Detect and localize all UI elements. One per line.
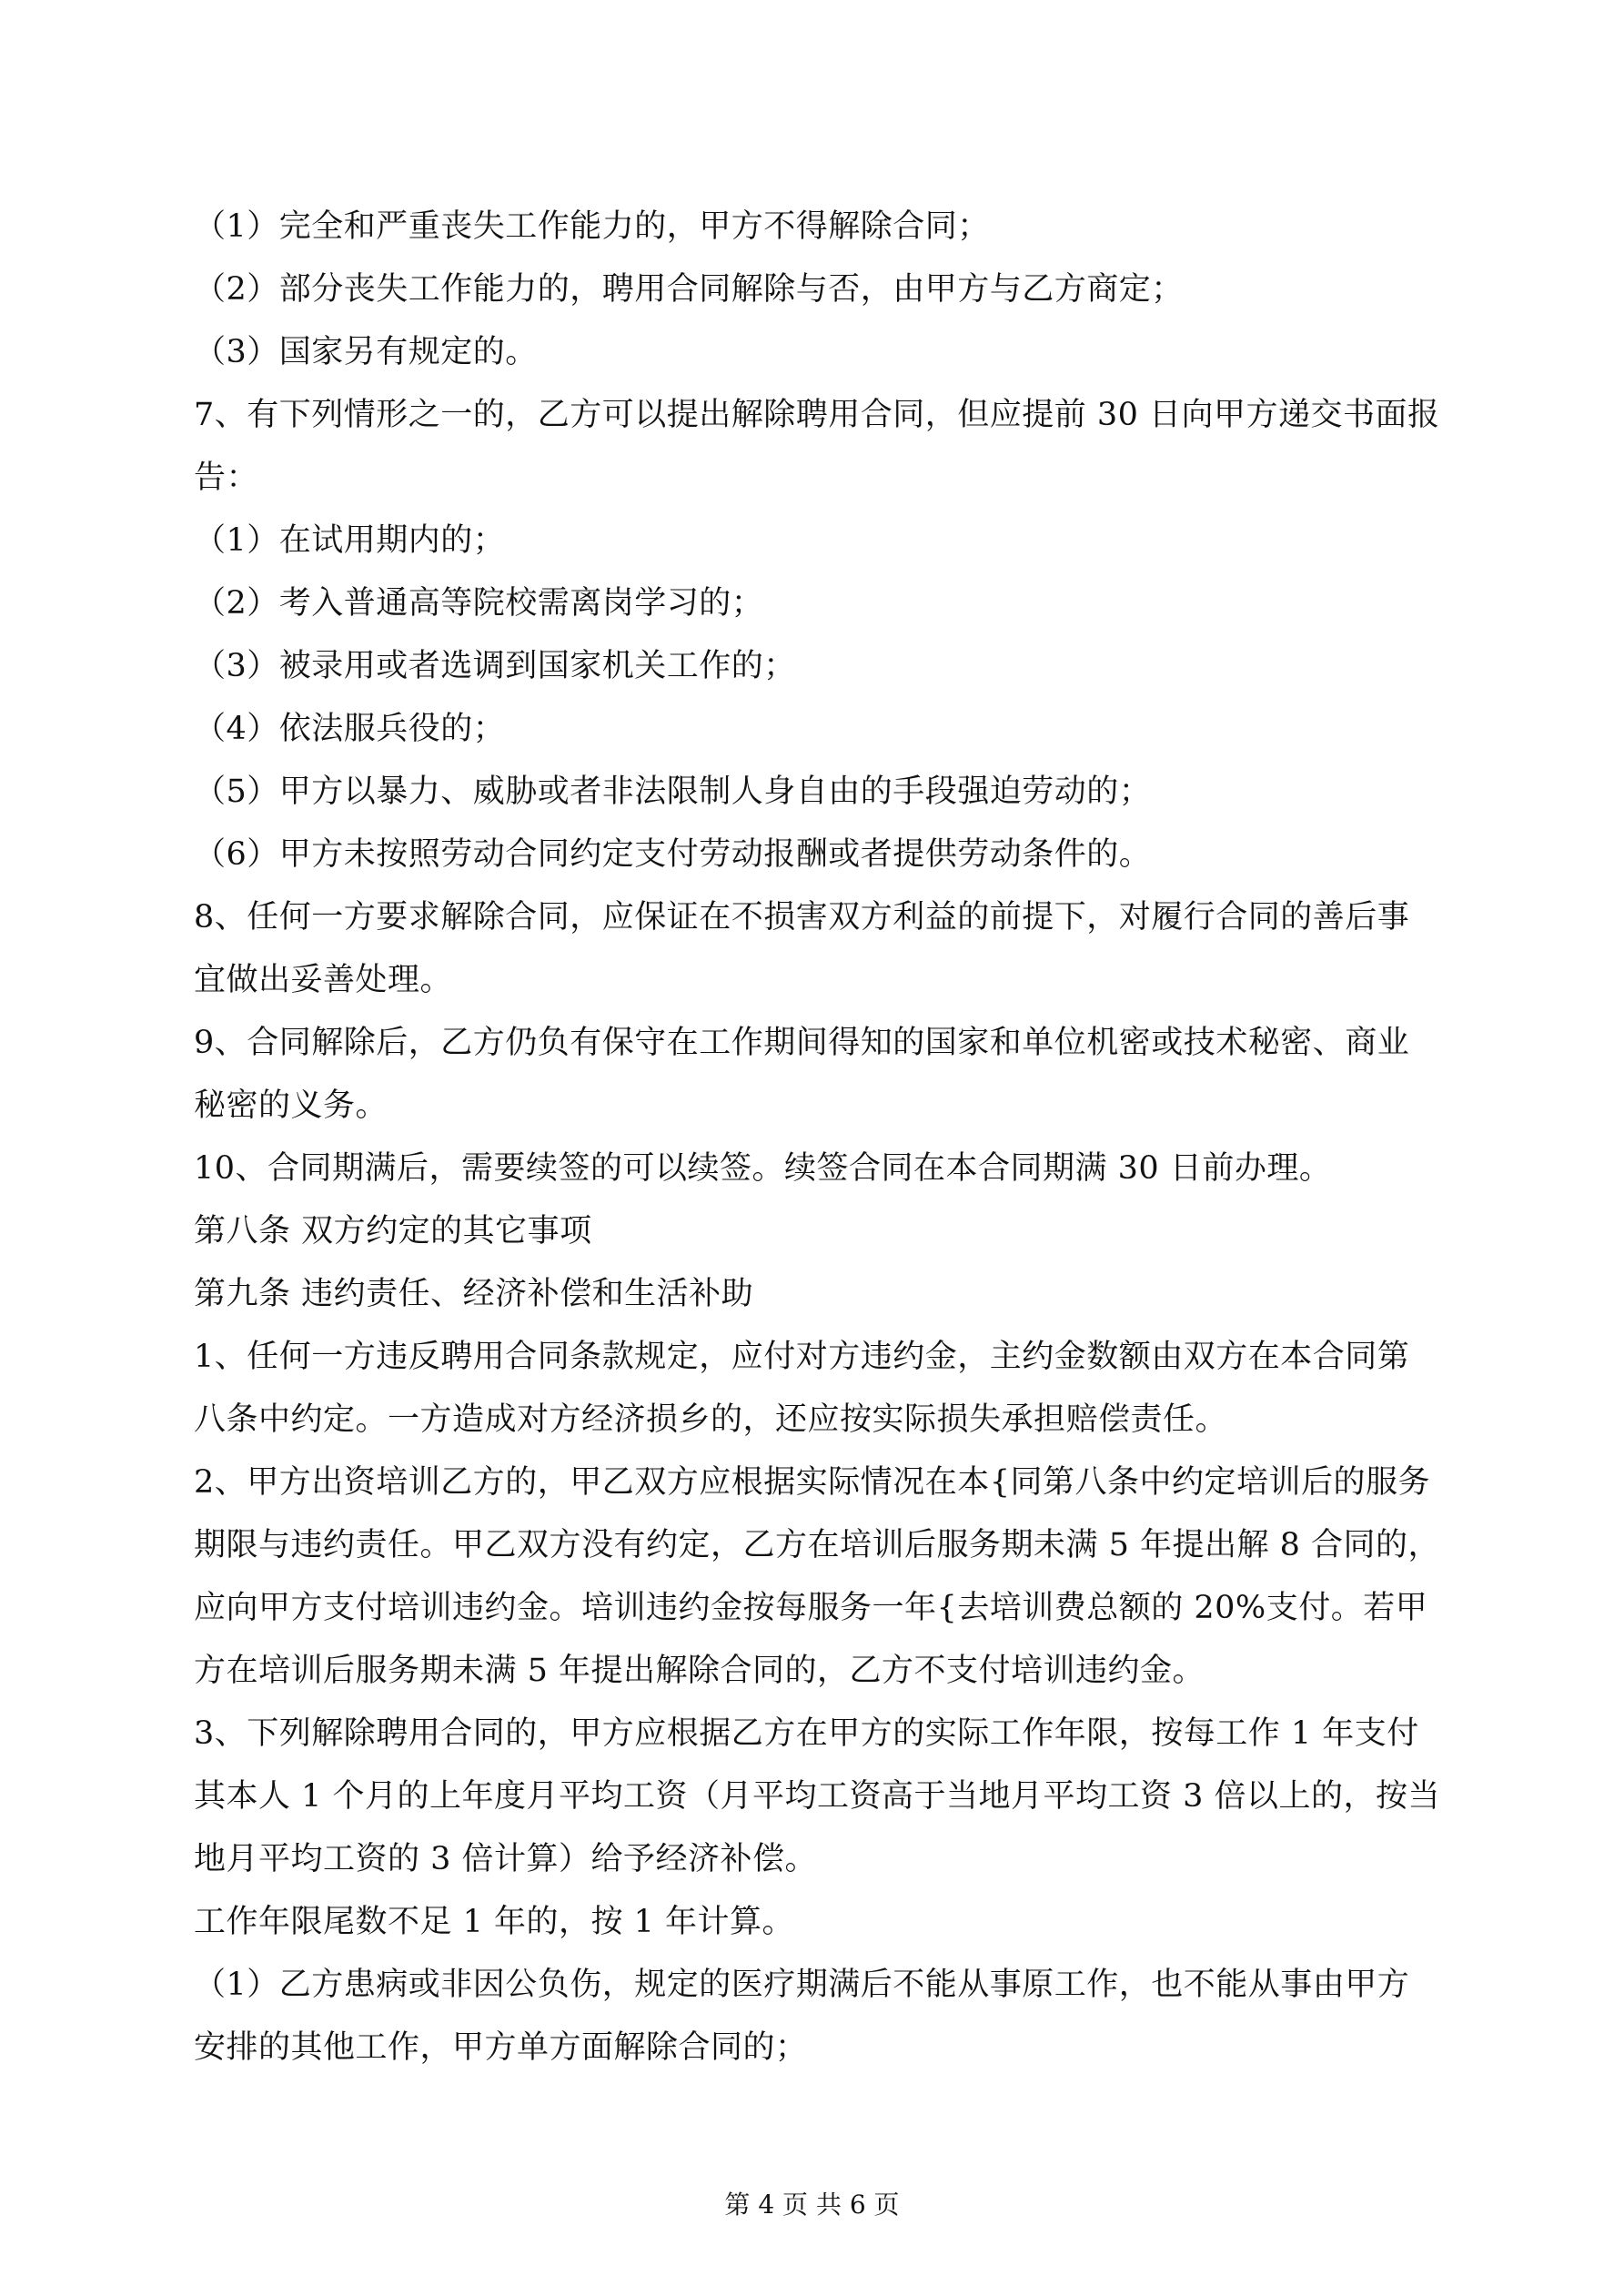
text-line: 1、任何一方违反聘用合同条款规定，应付对方违约金，主约金数额由双方在本合同第 (194, 1339, 1410, 1375)
text-line: 宜做出妥善处理。 (194, 962, 453, 998)
text-line: 八条中约定。一方造成对方经济损乡的，还应按实际损失承担赔偿责任。 (194, 1401, 1228, 1438)
text-line: 期限与违约责任。甲乙双方没有约定，乙方在培训后服务期未满 5 年提出解 8 合同的， (194, 1527, 1441, 1563)
text-line: 告： (194, 460, 259, 496)
page-number-footer: 第 4 页 共 6 页 (724, 2190, 900, 2220)
text-line: （4）依法服兵役的； (194, 711, 506, 747)
text-line: （2）考入普通高等院校需离岗学习的； (194, 585, 764, 622)
text-line: （3）国家另有规定的。 (194, 334, 538, 370)
text-line: 应向甲方支付培训违约金。培训违约金按每服务一年{去培训费总额的 20%支付。若甲 (194, 1590, 1428, 1626)
text-line: 9、合同解除后，乙方仍负有保守在工作期间得知的国家和单位机密或技术秘密、商业 (194, 1025, 1410, 1061)
text-line: （5）甲方以暴力、威胁或者非法限制人身自由的手段强迫劳动的； (194, 774, 1152, 810)
text-line: 地月平均工资的 3 倍计算）给予经济补偿。 (194, 1841, 818, 1877)
text-line: 工作年限尾数不足 1 年的，按 1 年计算。 (194, 1904, 795, 1940)
text-line: （2）部分丧失工作能力的，聘用合同解除与否，由甲方与乙方商定； (194, 271, 1184, 308)
text-line: （1）乙方患病或非因公负伤，规定的医疗期满后不能从事原工作，也不能从事由甲方 (194, 1967, 1410, 2003)
text-line: 安排的其他工作，甲方单方面解除合同的； (194, 2029, 808, 2066)
text-line: （1）完全和严重丧失工作能力的，甲方不得解除合同； (194, 208, 990, 245)
text-line: 秘密的义务。 (194, 1087, 388, 1124)
text-line: （1）在试用期内的； (194, 522, 506, 559)
text-line: 2、甲方出资培训乙方的，甲乙双方应根据实际情况在本{同第八条中约定培训后的服务 (194, 1464, 1431, 1501)
text-line: 其本人 1 个月的上年度月平均工资（月平均工资高于当地月平均工资 3 倍以上的，按当 (194, 1778, 1441, 1815)
text-line: 8、任何一方要求解除合同，应保证在不损害双方利益的前提下，对履行合同的善后事 (194, 899, 1410, 936)
section-heading: 第八条 双方约定的其它事项 (194, 1213, 592, 1249)
text-line: 10、合同期满后，需要续签的可以续签。续签合同在本合同期满 30 日前办理。 (194, 1150, 1332, 1187)
text-line: 3、下列解除聘用合同的，甲方应根据乙方在甲方的实际工作年限，按每工作 1 年支付 (194, 1715, 1419, 1752)
text-line: （3）被录用或者选调到国家机关工作的； (194, 648, 796, 684)
text-line: （6）甲方未按照劳动合同约定支付劳动报酬或者提供劳动条件的。 (194, 836, 1152, 873)
text-line: 7、有下列情形之一的，乙方可以提出解除聘用合同，但应提前 30 日向甲方递交书面报 (194, 397, 1440, 433)
text-line: 方在培训后服务期未满 5 年提出解除合同的，乙方不支付培训违约金。 (194, 1653, 1205, 1689)
section-heading: 第九条 违约责任、经济补偿和生活补助 (194, 1276, 754, 1312)
